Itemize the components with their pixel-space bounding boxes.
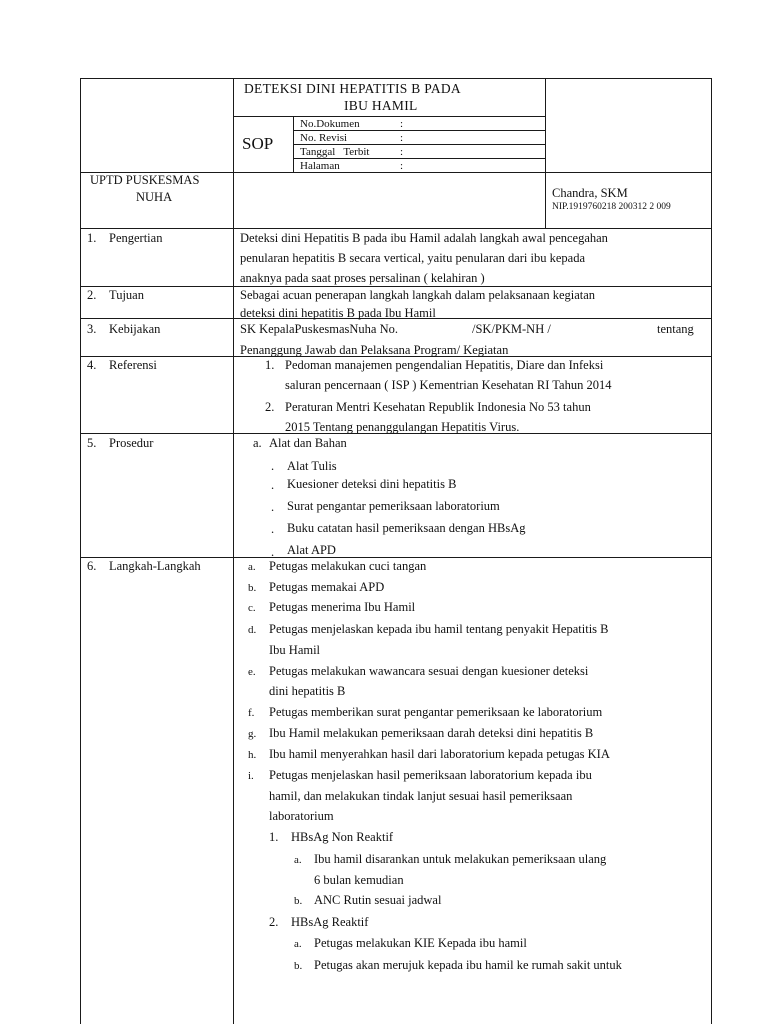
section-label-prosedur: Prosedur [109,436,154,450]
step-text-cont: hamil, dan melakukan tindak lanjut sesuai hasil pemeriksaan [269,789,573,803]
tool-item: Kuesioner deteksi dini hepatitis B [287,477,457,491]
nested-heading: HBsAg Reaktif [291,915,369,929]
step-text: Petugas menerima Ibu Hamil [269,600,416,614]
bullet-dot: . [271,500,275,514]
step-text-cont: dini hepatitis B [269,684,346,698]
policy-text-b: /SK/PKM-NH / [472,322,551,336]
section-label-referensi: Referensi [109,358,157,372]
doc-title-line1: DETEKSI DINI HEPATITIS B PADA [244,81,461,96]
section-label-tujuan: Tujuan [109,288,144,302]
field-label-halaman: Halaman [300,160,340,172]
sub-heading: Alat dan Bahan [269,436,347,450]
body-line: penularan hepatitis B secara vertical, yaitu penularan dari ibu kepada [240,251,585,265]
org-name-line1: UPTD PUSKESMAS [90,173,200,187]
doc-title-line2: IBU HAMIL [344,98,418,113]
step-text: Petugas memakai APD [269,580,385,594]
nested-sub-marker: b. [294,960,303,972]
step-marker: e. [248,666,256,678]
signer-nip: NIP.1919760218 200312 2 009 [552,202,671,212]
bullet-dot: . [271,478,275,492]
field-colon: : [400,132,404,144]
field-colon: : [400,146,404,158]
row-line-1 [80,228,712,229]
border-top [80,78,712,79]
nested-sub-marker: a. [294,938,302,950]
col-divider-1 [233,78,234,1024]
ref-marker: 1. [265,358,275,372]
sop-box-top [233,116,545,117]
field-label-tanggal-terbit: Tanggal Terbit [300,146,370,158]
step-text: Petugas menjelaskan kepada ibu hamil tentang penyakit Hepatitis B [269,622,609,636]
field-colon: : [400,160,404,172]
sop-label: SOP [242,134,274,153]
nested-sub-marker: b. [294,895,303,907]
tool-item: Buku catatan hasil pemeriksaan dengan HBsAg [287,521,526,535]
policy-text-c: tentang [657,322,694,336]
ref-line: saluran pencernaan ( ISP ) Kementrian Kesehatan RI Tahun 2014 [285,378,612,392]
bullet-dot: . [271,522,275,536]
signer-name: Chandra, SKM [552,186,628,200]
section-label-pengertian: Pengertian [109,231,163,245]
border-right [711,78,712,1024]
nested-marker: 2. [269,915,279,929]
body-line: Sebagai acuan penerapan langkah langkah dalam pelaksanaan kegiatan [240,288,596,302]
step-text: Ibu hamil menyerahkan hasil dari laboratorium kepada petugas KIA [269,747,610,761]
ref-line: 2015 Tentang penanggulangan Hepatitis Virus. [285,420,520,434]
ref-line: Pedoman manajemen pengendalian Hepatitis, Diare dan Infeksi [285,358,604,372]
policy-text-line2: Penanggung Jawab dan Pelaksana Program/ Kegiatan [240,343,509,357]
ref-line: Peraturan Mentri Kesehatan Republik Indonesia No 53 tahun [285,400,591,414]
step-marker: h. [248,749,257,761]
tool-item: Alat APD [287,543,336,557]
section-label-langkah: Langkah-Langkah [109,559,201,573]
step-text: Petugas memberikan surat pengantar pemeriksaan ke laboratorium [269,705,603,719]
section-label-kebijakan: Kebijakan [109,322,161,336]
step-text: Petugas melakukan wawancara sesuai dengan kuesioner deteksi [269,664,589,678]
step-text: Petugas melakukan cuci tangan [269,559,427,573]
step-marker: c. [248,602,256,614]
body-line: Deteksi dini Hepatitis B pada ibu Hamil adalah langkah awal pencegahan [240,231,608,245]
nested-text: Ibu hamil disarankan untuk melakukan pemeriksaan ulang [314,852,607,866]
step-marker: a. [248,561,256,573]
tool-item: Alat Tulis [287,459,337,473]
section-number: 6. [87,559,97,573]
row-line-6 [80,557,712,558]
field-label-no-revisi: No. Revisi [300,132,348,144]
section-number: 5. [87,436,97,450]
step-text: Ibu Hamil melakukan pemeriksaan darah deteksi dini hepatitis B [269,726,594,740]
field-label-no-dokumen: No.Dokumen [300,118,360,130]
step-text-cont: laboratorium [269,809,334,823]
section-number: 4. [87,358,97,372]
ref-marker: 2. [265,400,275,414]
sub-marker: a. [253,436,262,450]
section-number: 1. [87,231,97,245]
bullet-dot: . [271,459,275,473]
nested-text: Petugas melakukan KIE Kepada ibu hamil [314,936,527,950]
section-number: 3. [87,322,97,336]
col-divider-3 [545,78,546,228]
nested-marker: 1. [269,830,279,844]
bullet-dot: . [271,545,275,559]
step-marker: g. [248,728,257,740]
nested-heading: HBsAg Non Reaktif [291,830,394,844]
nested-text: ANC Rutin sesuai jadwal [314,893,442,907]
step-marker: d. [248,624,257,636]
step-marker: i. [248,770,254,782]
section-number: 2. [87,288,97,302]
nested-text-cont: 6 bulan kemudian [314,873,404,887]
step-text-cont: Ibu Hamil [269,643,321,657]
body-line: anaknya pada saat proses persalinan ( kelahiran ) [240,271,485,285]
tool-item: Surat pengantar pemeriksaan laboratorium [287,499,500,513]
step-marker: f. [248,707,255,719]
step-marker: b. [248,582,257,594]
row-line-2 [80,286,712,287]
step-text: Petugas menjelaskan hasil pemeriksaan laboratorium kepada ibu [269,768,592,782]
policy-text-a: SK KepalaPuskesmasNuha No. [240,322,398,336]
border-left [80,78,81,1024]
org-name-line2: NUHA [136,190,173,204]
nested-sub-marker: a. [294,854,302,866]
body-line: deteksi dini hepatitis B pada Ibu Hamil [240,306,436,320]
nested-text: Petugas akan merujuk kepada ibu hamil ke rumah sakit untuk [314,958,622,972]
field-colon: : [400,118,404,130]
